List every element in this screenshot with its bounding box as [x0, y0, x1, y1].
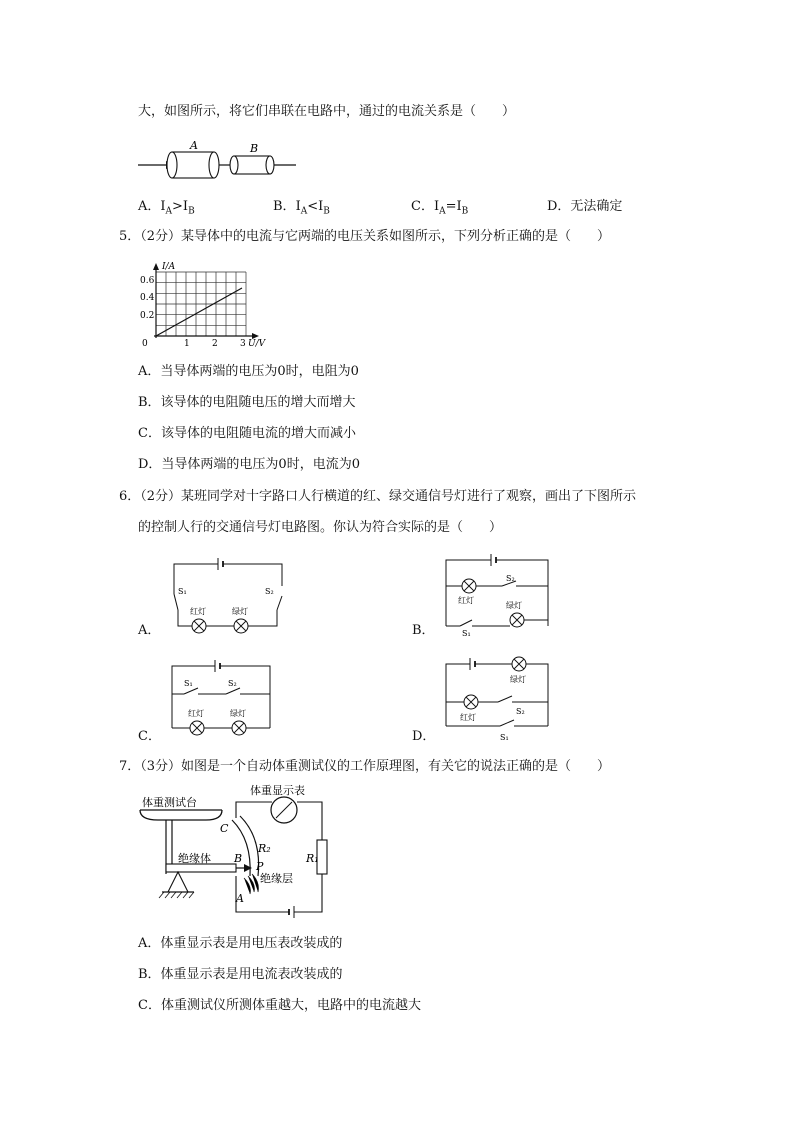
q6-circuit-a[interactable] [160, 550, 290, 635]
q5-x-tick-1: 1 [184, 339, 190, 349]
q5-x-axis-label: U/V [248, 339, 266, 349]
q7-c-label: C [220, 822, 229, 835]
q7-option-a[interactable]: A．体重显示表是用电压表改装成的 [138, 936, 343, 951]
q4-option-c-main: I [433, 199, 440, 214]
q7-platform-label: 体重测试台 [142, 796, 197, 809]
q6-option-c-letter[interactable]: C． [138, 729, 161, 744]
q4-stem-tail: 大，如图所示，将它们串联在电路中，通过的电流关系是（ ） [138, 104, 516, 119]
q5-option-a[interactable]: A．当导体两端的电压为0时，电阻为0 [138, 364, 359, 379]
q4-label-b: B [250, 142, 259, 155]
q7-r2-label: R₂ [258, 842, 271, 855]
q6-c-green-label: 绿灯 [230, 709, 246, 718]
q4-option-c-sub1: A [439, 206, 446, 217]
q7-b-label: B [234, 852, 243, 865]
q6-a-green-label: 绿灯 [232, 607, 248, 616]
q7-p-label: P [256, 860, 264, 873]
q4-option-b-op: <I [307, 199, 324, 214]
q6-d-s1-label: S₁ [500, 733, 509, 742]
q4-resistor-figure [136, 140, 306, 190]
q4-option-a-sub2: B [188, 206, 195, 217]
q6-stem-line2: 的控制人行的交通信号灯电路图。你认为符合实际的是（ ） [138, 520, 503, 535]
q4-option-b-main: I [295, 199, 301, 214]
q6-circuit-c[interactable] [160, 656, 280, 740]
q5-y-tick-0.6: 0.6 [140, 276, 155, 286]
q4-option-a-letter: A． [138, 199, 161, 214]
q7-r1-label: R₁ [306, 852, 319, 865]
q4-option-a[interactable] [138, 199, 195, 220]
q6-option-a-letter[interactable]: A． [138, 623, 161, 638]
q7-insulating-layer-label: 绝缘层 [260, 872, 293, 885]
q6-c-s2-label: S₂ [228, 679, 237, 688]
q6-c-s1-label: S₁ [184, 679, 193, 688]
q6-a-s1-label: S₁ [178, 587, 187, 596]
q4-option-c-op: =I [445, 199, 462, 214]
q7-weighing-figure [132, 780, 347, 920]
q4-option-b-sub1: A [300, 206, 308, 217]
q7-a-label: A [236, 892, 244, 905]
q6-d-s2-label: S₂ [516, 707, 525, 716]
q5-origin-label: 0 [142, 339, 148, 349]
q4-option-a-sub1: A [165, 206, 173, 217]
q6-b-red-label: 红灯 [458, 596, 474, 605]
q5-option-b[interactable]: B．该导体的电阻随电压的增大而增大 [138, 395, 356, 410]
q5-stem: 5．（2分）某导体中的电流与它两端的电压关系如图所示，下列分析正确的是（ ） [119, 229, 611, 244]
q4-label-a: A [190, 140, 198, 152]
q4-option-d[interactable]: D．无法确定 [547, 199, 623, 214]
q7-display-label: 体重显示表 [250, 784, 305, 797]
q6-option-b-letter[interactable]: B． [412, 623, 435, 638]
q5-option-d[interactable]: D．当导体两端的电压为0时，电流为0 [138, 457, 360, 472]
q4-option-c-sub2: B [461, 206, 469, 217]
q5-iu-graph [136, 258, 276, 350]
q4-option-b[interactable] [273, 199, 330, 220]
q5-option-c[interactable]: C．该导体的电阻随电流的增大而减小 [138, 426, 356, 441]
q6-d-green-label: 绿灯 [510, 675, 526, 684]
q4-option-a-op: >I [172, 199, 189, 214]
q6-option-d-letter[interactable]: D． [412, 729, 436, 744]
q5-x-tick-3: 3 [240, 339, 246, 349]
q6-c-red-label: 红灯 [188, 709, 204, 718]
q6-b-s1-label: S₁ [462, 629, 471, 636]
q4-option-a-main: I [160, 199, 166, 214]
q6-b-green-label: 绿灯 [506, 601, 522, 610]
q7-option-b[interactable]: B．体重显示表是用电流表改装成的 [138, 967, 343, 982]
q6-a-s2-label: S₂ [265, 587, 274, 596]
q7-option-c[interactable]: C．体重测试仪所测体重越大，电路中的电流越大 [138, 998, 421, 1013]
q4-option-c[interactable] [411, 199, 468, 220]
q4-option-b-letter: B． [273, 199, 296, 214]
q6-circuit-d[interactable] [438, 652, 556, 744]
q5-y-axis-label: I/A [162, 262, 176, 272]
q6-stem-line1: 6．（2分）某班同学对十字路口人行横道的红、绿交通信号灯进行了观察，画出了下图所示 [119, 489, 637, 504]
q4-option-c-letter: C． [411, 199, 434, 214]
q7-stem: 7．（3分）如图是一个自动体重测试仪的工作原理图，有关它的说法正确的是（ ） [119, 759, 611, 774]
q4-option-b-sub2: B [323, 206, 330, 217]
q6-b-s2-label: S₂ [506, 574, 515, 583]
q6-d-red-label: 红灯 [460, 713, 476, 722]
q5-y-tick-0.4: 0.4 [140, 293, 155, 303]
q5-y-tick-0.2: 0.2 [140, 311, 155, 321]
q5-x-tick-2: 2 [212, 339, 218, 349]
q6-a-red-label: 红灯 [190, 607, 206, 616]
q7-insulator-label: 绝缘体 [178, 852, 211, 865]
q6-circuit-b[interactable] [438, 548, 556, 636]
